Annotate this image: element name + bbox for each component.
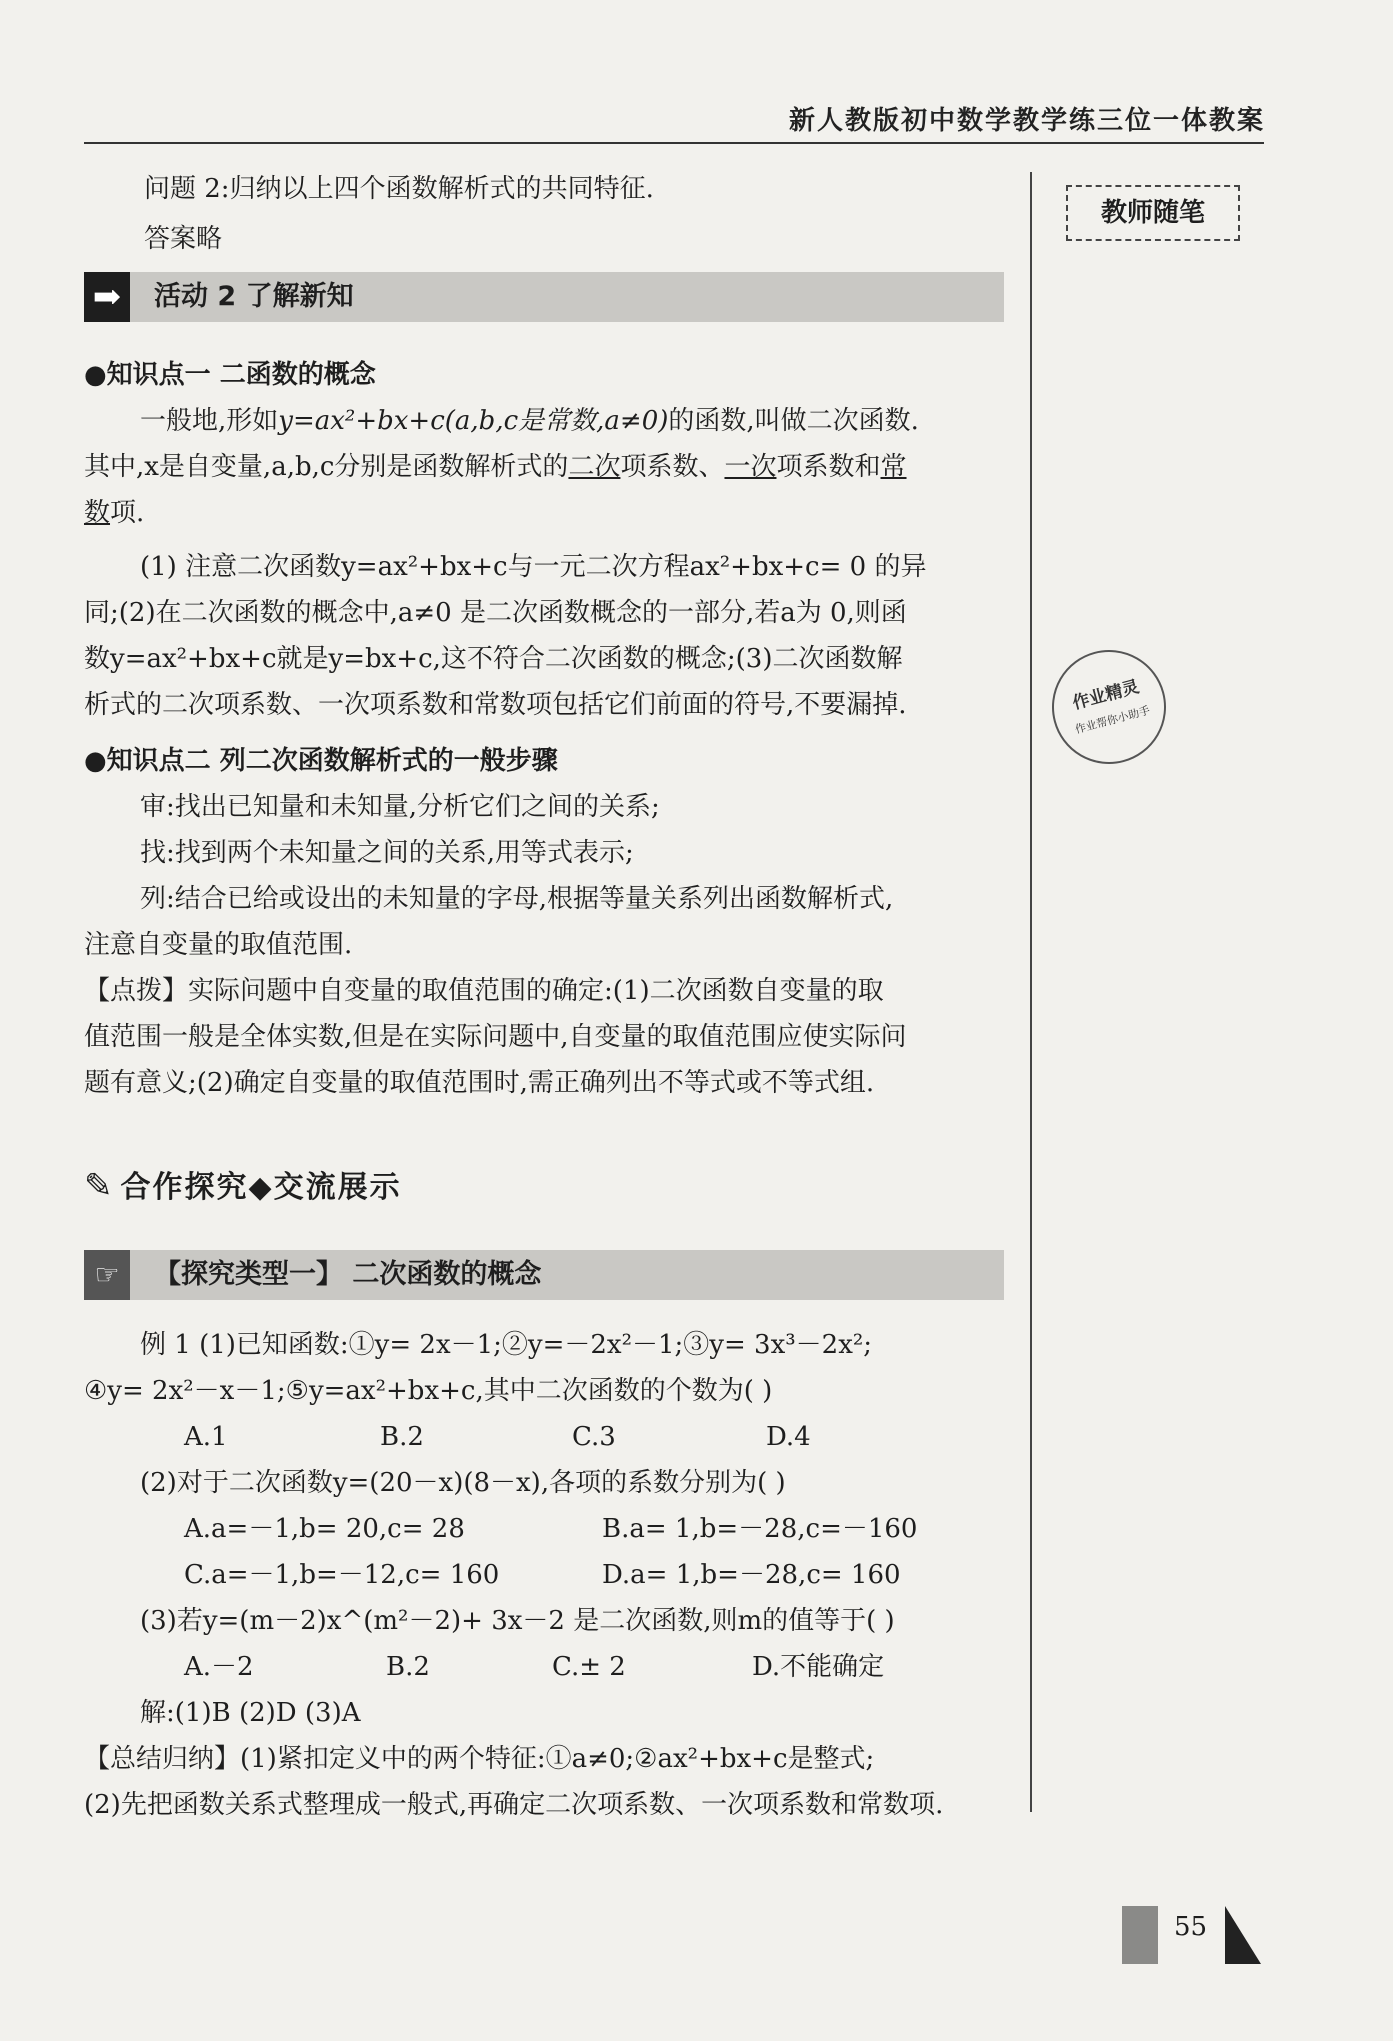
kp1-note-3: 数y=ax²+bx+c就是y=bx+c,这不符合二次函数的概念;(3)二次函数解: [84, 644, 903, 674]
ex1-q1-line-1: 例 1 (1)已知函数:①y= 2x－1;②y=－2x²－1;③y= 3x³－2x²;: [140, 1330, 873, 1360]
kp1-l2-a: 其中,x是自变量,a,b,c分别是函数解析式的: [84, 452, 569, 482]
kp2-step-3: 列:结合已给或设出的未知量的字母,根据等量关系列出函数解析式,: [140, 884, 894, 914]
arrow-right-icon: ➡: [84, 272, 130, 322]
ex1-q2-option-c: C.a=－1,b=－12,c= 160: [184, 1560, 500, 1590]
kp2-tip-2: 值范围一般是全体实数,但是在实际问题中,自变量的取值范围应使实际问: [84, 1022, 907, 1052]
header-title: 新人教版初中数学教学练三位一体教案: [788, 106, 1265, 136]
section-title-text: 合作探究◆交流展示: [120, 1170, 402, 1205]
stamp-logo: [1039, 637, 1179, 777]
kp1-l2-blank-1: 二次: [568, 452, 621, 482]
type-1-banner: [84, 1250, 1004, 1300]
kp1-line-2: [84, 444, 1014, 490]
kp1-l1-pre: 一般地,形如: [140, 406, 279, 436]
kp1-l2-blank-3: 常: [880, 452, 907, 482]
stamp-text-main: 作业精灵: [1070, 676, 1142, 714]
type-1-label: 【探究类型一】 二次函数的概念: [154, 1259, 542, 1290]
kp2-tip-3: 题有意义;(2)确定自变量的取值范围时,需正确列出不等式或不等式组.: [84, 1068, 875, 1098]
ex1-q3-line-1: (3)若y=(m－2)x^(m²－2)+ 3x－2 是二次函数,则m的值等于( ): [140, 1606, 895, 1636]
question-2: 问题 2:归纳以上四个函数解析式的共同特征.: [144, 174, 654, 204]
activity-2-banner: [84, 272, 1004, 322]
section-title: [84, 1162, 402, 1206]
ex1-q2-option-b: B.a= 1,b=－28,c=－160: [602, 1514, 918, 1544]
kp1-l3-blank: 数: [84, 498, 111, 528]
kp1-l1-post: 的函数,叫做二次函数.: [668, 406, 919, 436]
kp1-l1-formula: y=ax²+bx+c(a,b,c是常数,a≠0): [278, 406, 669, 436]
kp1-l2-blank-2: 一次: [724, 452, 777, 482]
pen-icon: ✎: [84, 1166, 115, 1206]
ex1-q1-option-a: A.1: [184, 1422, 228, 1452]
activity-2-label: 活动 2 了解新知: [154, 281, 354, 312]
ex1-q1-option-d: D.4: [766, 1422, 811, 1452]
ex1-q2-option-d: D.a= 1,b=－28,c= 160: [602, 1560, 901, 1590]
kp1-l2-c: 项系数和: [776, 452, 881, 482]
kp1-note-1: (1) 注意二次函数y=ax²+bx+c与一元二次方程ax²+bx+c= 0 的异: [140, 552, 927, 582]
kp1-note-4: 析式的二次项系数、一次项系数和常数项包括它们前面的符号,不要漏掉.: [84, 690, 907, 720]
kp1-title: ●知识点一 二函数的概念: [84, 360, 376, 390]
kp2-step-2: 找:找到两个未知量之间的关系,用等式表示;: [140, 838, 634, 868]
page-number-tab: [1122, 1906, 1158, 1964]
kp1-l3-rest: 项.: [110, 498, 145, 528]
kp2-step-1: 审:找出已知量和未知量,分析它们之间的关系;: [140, 792, 660, 822]
kp1-note-2: 同;(2)在二次函数的概念中,a≠0 是二次函数概念的一部分,若a为 0,则函: [84, 598, 907, 628]
ex1-q1-option-b: B.2: [380, 1422, 424, 1452]
ex1-q3-option-a: A.－2: [184, 1652, 254, 1682]
ex1-summary-1: 【总结归纳】(1)紧扣定义中的两个特征:①a≠0;②ax²+bx+c是整式;: [84, 1744, 875, 1774]
answer-line: 答案略: [144, 224, 223, 254]
ex1-q2-option-a: A.a=－1,b= 20,c= 28: [184, 1514, 465, 1544]
ex1-q1-line-2: ④y= 2x²－x－1;⑤y=ax²+bx+c,其中二次函数的个数为( ): [84, 1376, 773, 1406]
ex1-q3-option-b: B.2: [386, 1652, 430, 1682]
ex1-q1-option-c: C.3: [572, 1422, 616, 1452]
ex1-solution: 解:(1)B (2)D (3)A: [140, 1698, 361, 1728]
page-number: 55: [1174, 1912, 1208, 1942]
header-rule: [84, 142, 1264, 144]
kp2-title: ●知识点二 列二次函数解析式的一般步骤: [84, 746, 558, 776]
ex1-q3-option-d: D.不能确定: [752, 1652, 885, 1682]
kp2-step-4: 注意自变量的取值范围.: [84, 930, 353, 960]
stamp-text-sub: 作业帮你小助手: [1073, 703, 1152, 737]
ex1-q3-option-c: C.± 2: [552, 1652, 626, 1682]
teacher-notes-label: 教师随笔: [1066, 185, 1240, 241]
kp2-tip-1: 【点拨】实际问题中自变量的取值范围的确定:(1)二次函数自变量的取: [84, 976, 884, 1006]
ex1-summary-2: (2)先把函数关系式整理成一般式,再确定二次项系数、一次项系数和常数项.: [84, 1790, 944, 1820]
pointing-hand-icon: ☞: [84, 1250, 130, 1300]
kp1-l2-b: 项系数、: [620, 452, 725, 482]
kp1-line-1: [84, 398, 1070, 444]
kp1-line-3: [84, 490, 1014, 536]
ex1-q2-line-1: (2)对于二次函数y=(20－x)(8－x),各项的系数分别为( ): [140, 1468, 786, 1498]
corner-triangle: [1225, 1906, 1261, 1964]
